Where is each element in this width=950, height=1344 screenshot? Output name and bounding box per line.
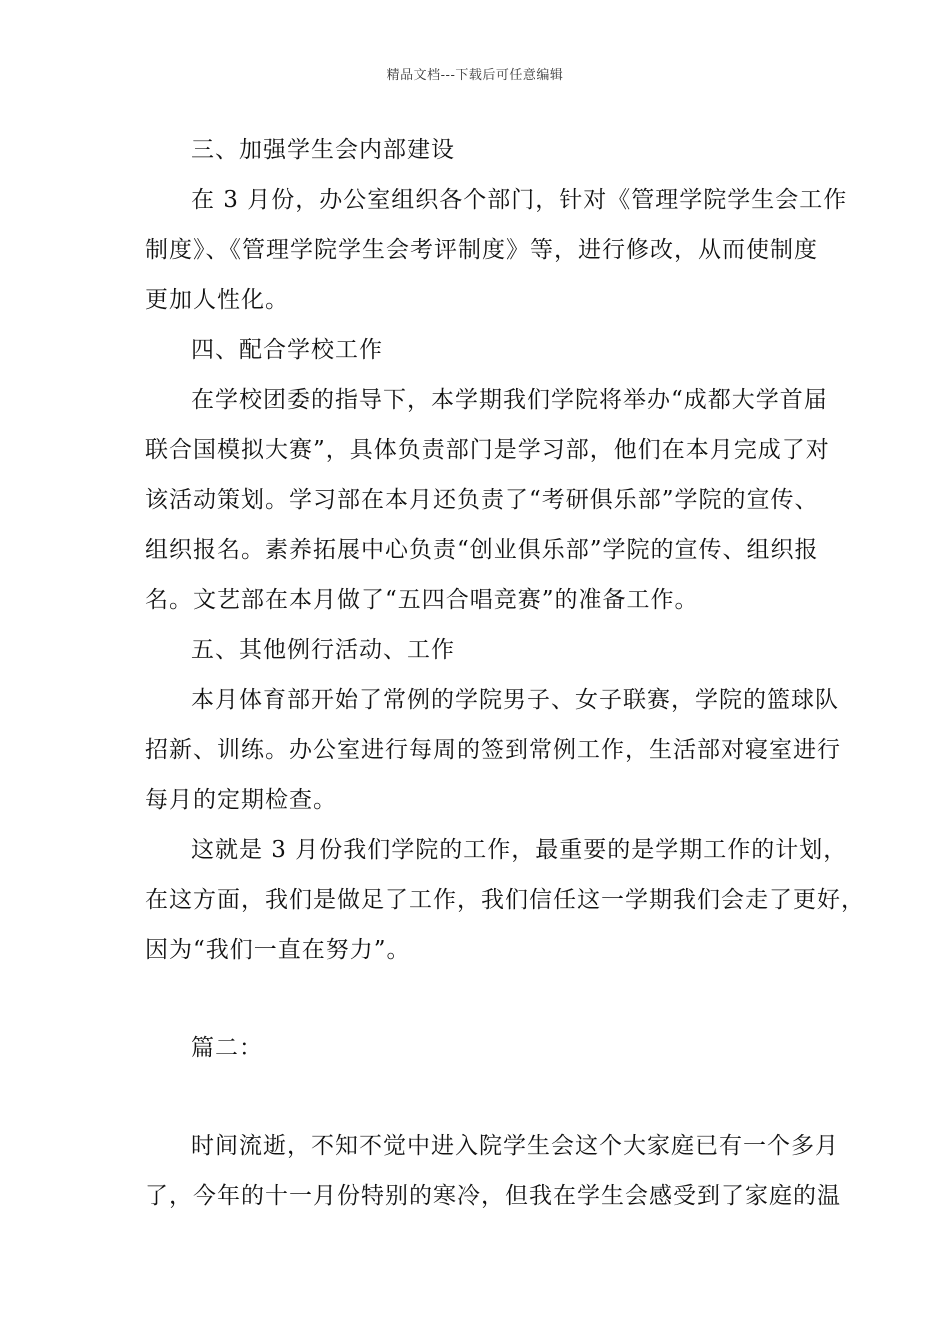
paragraph-line: 该活动策划。学习部在本月还负责了“考研俱乐部”学院的宣传、 [145,487,819,513]
paragraph-line: 了，今年的十一月份特别的寒冷，但我在学生会感受到了家庭的温 [145,1183,841,1209]
paragraph-line: 联合国模拟大赛”，具体负责部门是学习部，他们在本月完成了对 [145,437,830,463]
paragraph-line: 制度》、《管理学院学生会考评制度》等，进行修改，从而使制度 [145,237,818,263]
paragraph-line: 招新、训练。办公室进行每周的签到常例工作，生活部对寝室进行 [145,737,841,763]
paragraph-sec3 [145,175,848,325]
paragraph-line: 时间流逝，不知不觉中进入院学生会这个大家庭已有一个多月 [191,1133,839,1159]
paragraph-line: 因为“我们一直在努力”。 [145,937,411,963]
spacer [145,975,805,1023]
paragraph-sec5 [145,675,841,825]
paragraph-line: 组织报名。素养拓展中心负责“创业俱乐部”学院的宣传、组织报 [145,537,819,563]
paragraph-line: 每月的定期检查。 [145,787,337,813]
paragraph-line: 在 3 月份，办公室组织各个部门，针对《管理学院学生会工作 [191,187,848,213]
paragraph-line: 名。文艺部在本月做了“五四合唱竞赛”的准备工作。 [145,587,699,613]
section-heading-5: 五、其他例行活动、工作 [191,637,455,663]
paragraph-part2 [145,1121,841,1221]
part-heading: 篇二： [191,1035,263,1061]
paragraph-line: 在学校团委的指导下，本学期我们学院将举办“成都大学首届 [191,387,828,413]
document-body [145,125,865,1221]
paragraph-summary [145,825,865,975]
paragraph-line: 本月体育部开始了常例的学院男子、女子联赛，学院的篮球队 [191,687,839,713]
page-header: 精品文档---下载后可任意编辑 [386,68,564,83]
paragraph-line: 这就是 3 月份我们学院的工作，最重要的是学期工作的计划， [191,837,848,863]
paragraph-line: 在这方面，我们是做足了工作，我们信任这一学期我们会走了更好， [145,887,865,913]
spacer [145,1073,805,1121]
section-heading-4: 四、配合学校工作 [191,337,383,363]
section-heading-3: 三、加强学生会内部建设 [191,137,455,163]
paragraph-sec4 [145,375,830,625]
paragraph-line: 更加人性化。 [145,287,289,313]
